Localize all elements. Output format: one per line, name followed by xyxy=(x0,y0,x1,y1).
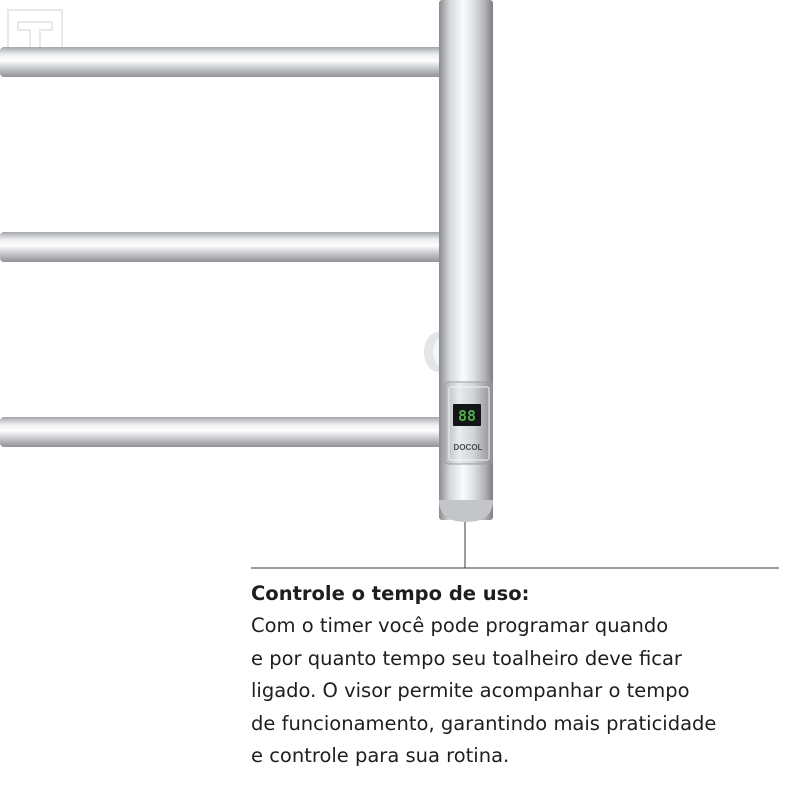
caption-line: Com o timer você pode programar quando xyxy=(251,614,669,637)
caption-line: ligado. O visor permite acompanhar o tempo xyxy=(251,679,690,702)
timer-control-box xyxy=(445,382,492,464)
rail-bar-bottom xyxy=(0,417,446,447)
rail-bar-middle xyxy=(0,232,446,262)
timer-display-readout: 88 xyxy=(457,407,477,425)
caption-line: e controle para sua rotina. xyxy=(251,744,510,767)
caption-line: de funcionamento, garantindo mais praticidade xyxy=(251,711,717,735)
feature-caption xyxy=(251,578,796,773)
caption-line: e por quanto tempo seu toalheiro deve ficar xyxy=(251,646,682,670)
brand-label: DOCOL xyxy=(453,443,483,452)
caption-title: Controle o tempo de uso: xyxy=(251,582,530,605)
rail-bar-top xyxy=(0,47,446,77)
